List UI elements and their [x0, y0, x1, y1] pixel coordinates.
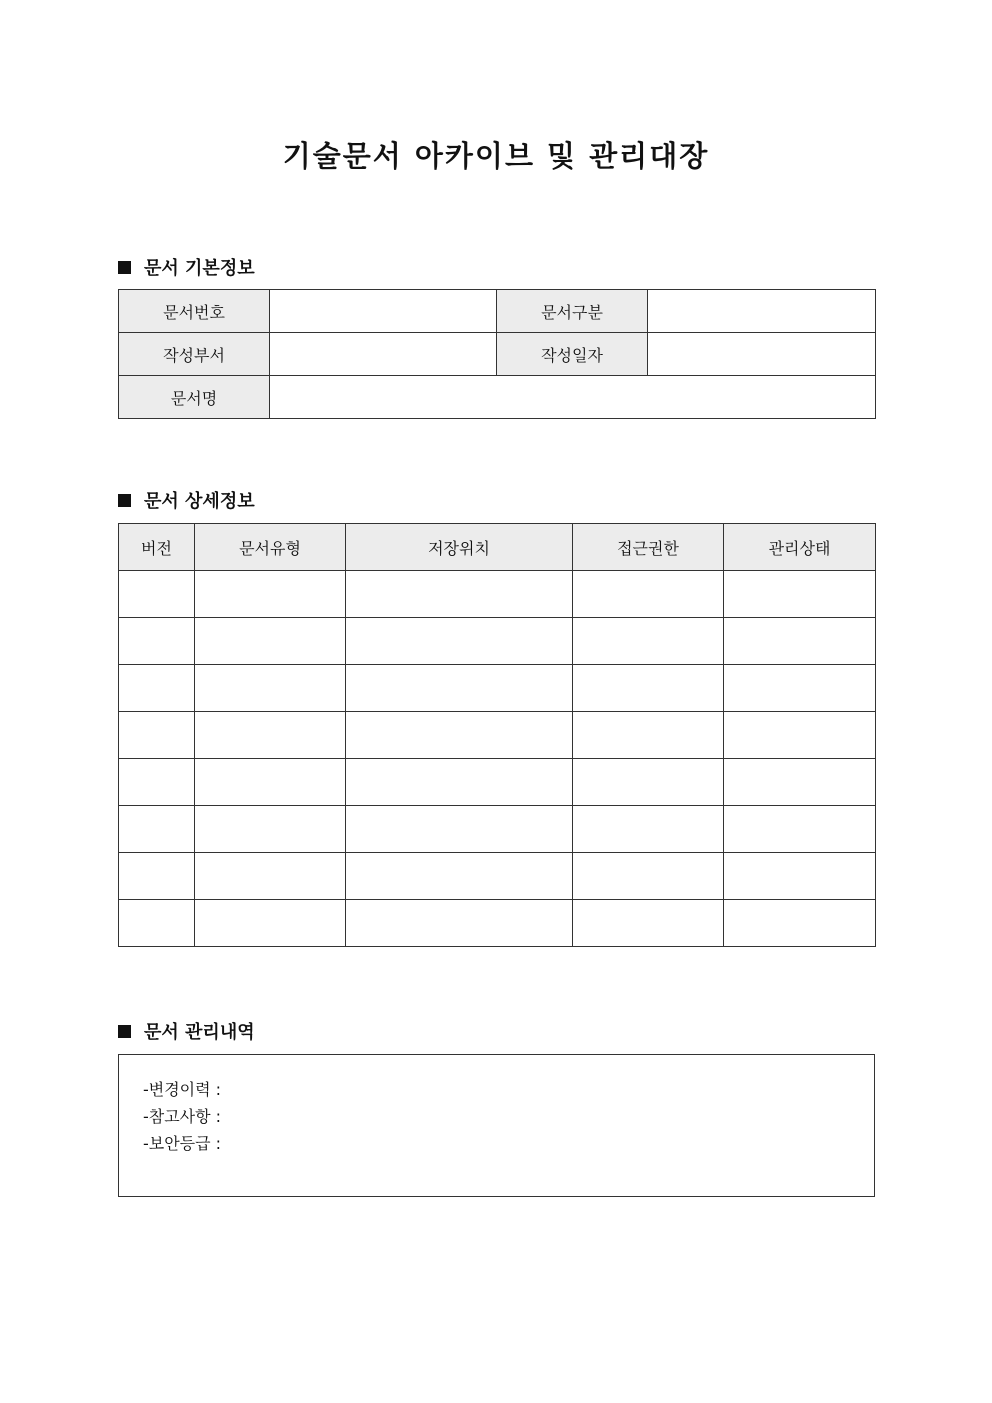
note-label: -참고사항 :: [143, 1107, 222, 1126]
header-doc-type: 문서유형: [195, 524, 346, 571]
table-cell[interactable]: [724, 618, 876, 665]
basic-info-table: [118, 289, 876, 419]
written-date-label: 작성일자: [497, 333, 648, 376]
table-cell[interactable]: [346, 712, 573, 759]
table-cell[interactable]: [119, 665, 195, 712]
detail-table-header-row: [119, 524, 876, 571]
section-heading-history: [118, 1018, 255, 1044]
table-row: [119, 759, 876, 806]
table-cell[interactable]: [195, 853, 346, 900]
table-cell[interactable]: [724, 665, 876, 712]
table-cell[interactable]: [119, 571, 195, 618]
detail-table-body: [119, 571, 876, 947]
table-cell[interactable]: [573, 712, 724, 759]
section-heading-detail: [118, 487, 255, 513]
table-cell[interactable]: [119, 712, 195, 759]
history-memo-box[interactable]: [118, 1054, 875, 1197]
table-cell[interactable]: [573, 571, 724, 618]
table-cell[interactable]: [119, 853, 195, 900]
square-bullet-icon: [118, 494, 131, 507]
author-dept-field[interactable]: [270, 333, 497, 376]
doc-number-label: 문서번호: [119, 290, 270, 333]
square-bullet-icon: [118, 261, 131, 274]
section-heading-history-label: 문서 관리내역: [144, 1022, 255, 1043]
header-storage-location: 저장위치: [346, 524, 573, 571]
table-row: [119, 571, 876, 618]
security-level-label: -보안등급 :: [143, 1134, 222, 1153]
table-cell[interactable]: [346, 900, 573, 947]
table-row: [119, 665, 876, 712]
table-row: [119, 712, 876, 759]
section-heading-basic-label: 문서 기본정보: [144, 258, 255, 279]
header-access-right: 접근권한: [573, 524, 724, 571]
table-cell[interactable]: [119, 806, 195, 853]
table-cell[interactable]: [724, 853, 876, 900]
table-cell[interactable]: [346, 806, 573, 853]
table-cell[interactable]: [573, 759, 724, 806]
section-heading-detail-label: 문서 상세정보: [144, 491, 255, 512]
table-cell[interactable]: [195, 806, 346, 853]
table-cell[interactable]: [346, 618, 573, 665]
table-row: [119, 900, 876, 947]
table-cell[interactable]: [195, 712, 346, 759]
table-row: [119, 618, 876, 665]
table-cell[interactable]: [724, 900, 876, 947]
table-cell[interactable]: [573, 853, 724, 900]
doc-category-field[interactable]: [648, 290, 876, 333]
doc-category-label: 문서구분: [497, 290, 648, 333]
table-cell[interactable]: [724, 571, 876, 618]
detail-table: [118, 523, 876, 947]
section-heading-basic: [118, 254, 255, 280]
table-cell[interactable]: [573, 665, 724, 712]
table-cell[interactable]: [195, 900, 346, 947]
table-cell[interactable]: [573, 900, 724, 947]
author-dept-label: 작성부서: [119, 333, 270, 376]
table-cell[interactable]: [724, 806, 876, 853]
table-cell[interactable]: [195, 571, 346, 618]
table-cell[interactable]: [119, 900, 195, 947]
table-cell[interactable]: [119, 759, 195, 806]
change-history-label: -변경이력 :: [143, 1080, 222, 1099]
table-cell[interactable]: [346, 853, 573, 900]
table-cell[interactable]: [724, 759, 876, 806]
doc-name-field[interactable]: [270, 376, 876, 419]
table-cell[interactable]: [195, 759, 346, 806]
table-cell[interactable]: [573, 806, 724, 853]
table-row: [119, 806, 876, 853]
table-cell[interactable]: [346, 571, 573, 618]
table-cell[interactable]: [119, 618, 195, 665]
table-cell[interactable]: [724, 712, 876, 759]
written-date-field[interactable]: [648, 333, 876, 376]
table-cell[interactable]: [195, 618, 346, 665]
doc-name-label: 문서명: [119, 376, 270, 419]
table-cell[interactable]: [573, 618, 724, 665]
square-bullet-icon: [118, 1025, 131, 1038]
doc-number-field[interactable]: [270, 290, 497, 333]
table-cell[interactable]: [346, 665, 573, 712]
table-cell[interactable]: [346, 759, 573, 806]
header-management-status: 관리상태: [724, 524, 876, 571]
table-cell[interactable]: [195, 665, 346, 712]
table-row: [119, 853, 876, 900]
page-title: 기술문서 아카이브 및 관리대장: [282, 139, 710, 173]
header-version: 버전: [119, 524, 195, 571]
